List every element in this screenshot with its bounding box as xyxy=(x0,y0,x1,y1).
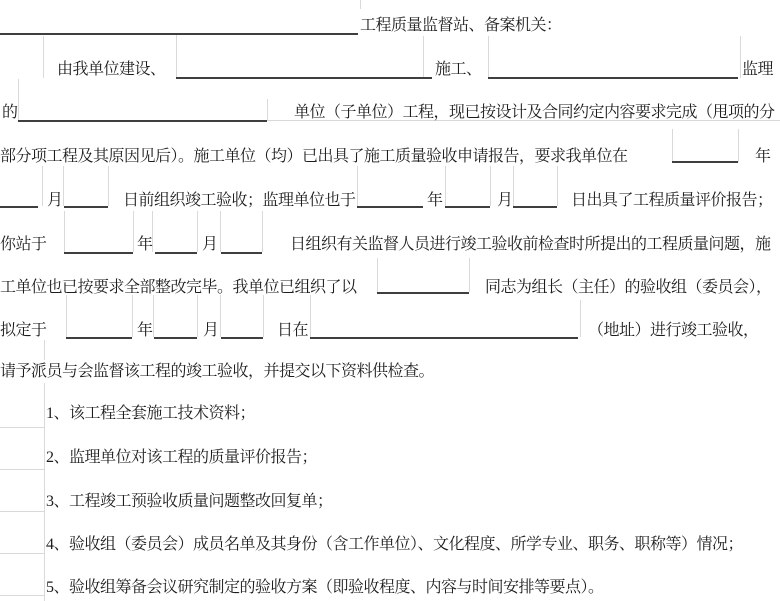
grid-line-v xyxy=(357,166,358,206)
grid-line-v xyxy=(488,36,489,78)
blank-recipient-name[interactable] xyxy=(0,33,358,35)
grid-line-v xyxy=(44,383,45,601)
construction-label: 施工、 xyxy=(435,61,482,78)
body-line4-text: 部分项工程及其原因见后）。施工单位（均）已出具了施工质量验收申请报告，要求我单位在 xyxy=(0,148,628,165)
year-label-3: 年 xyxy=(137,236,153,253)
year-label-2: 年 xyxy=(427,192,443,209)
checklist-item-3: 3、工程竣工预验收质量问题整改回复单； xyxy=(46,493,333,510)
year-label-4: 年 xyxy=(137,322,153,339)
supervision-label: 监理 xyxy=(742,61,774,78)
blank-deadline-month[interactable] xyxy=(0,206,38,208)
grid-line-h xyxy=(0,553,44,554)
blank-address[interactable] xyxy=(310,337,578,339)
body-line5b-text: 日出具了工程质量评价报告； xyxy=(571,192,773,209)
grid-line-v xyxy=(445,166,446,206)
grid-line-v xyxy=(133,211,134,252)
grid-line-v xyxy=(66,295,67,337)
grid-line-h xyxy=(0,469,44,470)
month-label-1: 月 xyxy=(47,192,63,209)
grid-line-v xyxy=(423,36,424,78)
grid-line-v xyxy=(738,129,739,162)
body-line8b-text: 日在 xyxy=(277,322,309,339)
grid-line-v xyxy=(64,211,65,252)
checklist-item-5: 5、验收组筹备会议研究制定的验收方案（即验收程度、内容与时间安排等要点）。 xyxy=(46,579,604,596)
grid-line-v xyxy=(377,258,378,292)
grid-line-v xyxy=(310,295,311,337)
grid-line-v xyxy=(197,295,198,337)
grid-line-v xyxy=(132,295,133,337)
grid-line-v xyxy=(153,295,154,337)
grid-line-v xyxy=(740,36,741,78)
checklist-item-1: 1、该工程全套施工技术资料； xyxy=(46,405,256,422)
blank-plan-month[interactable] xyxy=(154,337,197,339)
month-label-3: 月 xyxy=(202,236,218,253)
grid-line-v xyxy=(63,166,64,206)
blank-leader-name[interactable] xyxy=(377,292,469,294)
grid-line-v xyxy=(44,340,45,360)
grid-line-v xyxy=(557,166,558,206)
checklist-item-4: 4、验收组（委员会）成员名单及其身份（含工作单位）、文化程度、所学专业、职务、职称等）情况； xyxy=(46,536,744,553)
project-suffix-text: 单位（子单位）工程，现已按设计及合同约定内容要求完成（甩项的分 xyxy=(294,104,775,121)
grid-line-v xyxy=(360,0,361,9)
blank-report-day[interactable] xyxy=(513,206,557,208)
body-line5a-text: 日前组织竣工验收；监理单位也于 xyxy=(123,192,356,209)
blank-check-year[interactable] xyxy=(64,252,133,254)
grid-line-h xyxy=(0,595,44,596)
grid-line-v xyxy=(267,99,268,121)
body-line6b-text: 日组织有关监督人员进行竣工验收前检查时所提出的工程质量问题，施 xyxy=(290,236,771,253)
grid-line-v xyxy=(490,166,491,206)
recipient-label: 工程质量监督站、备案机关： xyxy=(360,17,562,34)
year-label-1: 年 xyxy=(755,148,771,165)
grid-line-v xyxy=(220,211,221,252)
blank-plan-day[interactable] xyxy=(221,337,263,339)
grid-line-v xyxy=(18,79,19,121)
body-line8a-text: 拟定于 xyxy=(0,322,47,339)
address-suffix-text: （地址）进行竣工验收， xyxy=(588,322,759,339)
checklist-item-2: 2、监理单位对该工程的质量评价报告； xyxy=(46,449,318,466)
grid-line-v xyxy=(43,36,44,78)
body-line6a-text: 你站于 xyxy=(0,236,47,253)
body-line7b-text: 同志为组长（主任）的验收组（委员会）， xyxy=(485,279,772,296)
blank-check-month[interactable] xyxy=(155,252,197,254)
blank-check-day[interactable] xyxy=(221,252,262,254)
grid-line-v xyxy=(263,295,264,337)
grid-line-v xyxy=(42,166,43,206)
grid-line-v xyxy=(197,211,198,252)
grid-line-v xyxy=(220,295,221,337)
grid-line-h xyxy=(0,427,44,428)
body-line7a-text: 工单位也已按要求全部整改完毕。我单位已组织了以 xyxy=(0,279,357,296)
grid-line-v xyxy=(469,258,470,292)
grid-line-v xyxy=(262,211,263,252)
grid-line-v xyxy=(513,166,514,206)
blank-report-year[interactable] xyxy=(357,206,423,208)
month-label-4: 月 xyxy=(203,322,219,339)
blank-report-month[interactable] xyxy=(445,206,490,208)
grid-line-h xyxy=(0,511,44,512)
grid-line-v xyxy=(580,300,581,337)
blank-deadline-year[interactable] xyxy=(672,161,738,163)
blank-deadline-day[interactable] xyxy=(64,206,108,208)
built-by-label: 由我单位建设、 xyxy=(57,61,166,78)
request-line-text: 请予派员与会监督该工程的竣工验收，并提交以下资料供检查。 xyxy=(0,363,435,380)
blank-supervision-unit[interactable] xyxy=(488,77,738,79)
grid-line-v xyxy=(176,33,177,78)
blank-plan-year[interactable] xyxy=(66,337,132,339)
grid-line-v xyxy=(108,166,109,206)
particle-de-label: 的 xyxy=(2,104,18,121)
blank-project-name[interactable] xyxy=(18,120,267,122)
blank-construction-unit[interactable] xyxy=(176,77,432,79)
grid-line-v xyxy=(672,129,673,162)
month-label-2: 月 xyxy=(497,192,513,209)
